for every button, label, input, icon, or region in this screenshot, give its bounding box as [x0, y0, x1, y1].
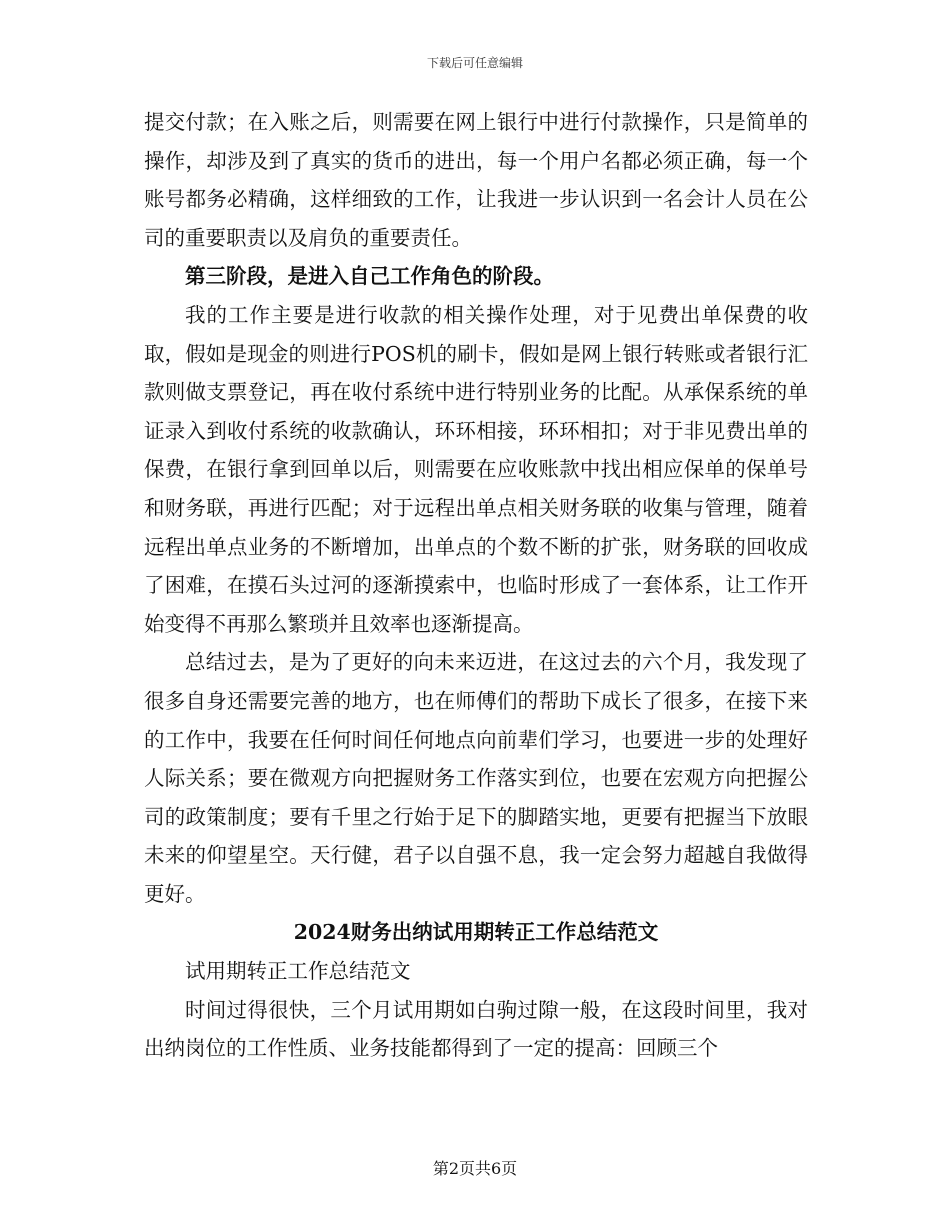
document-body [144, 103, 808, 1068]
paragraph-intro: 时间过得很快，三个月试用期如白驹过隙一般，在这段时间里，我对出纳岗位的工作性质、业务技能都得到了一定的提高：回顾三个 [144, 997, 808, 1061]
paragraph-summary: 总结过去，是为了更好的向未来迈进，在这过去的六个月，我发现了很多自身还需要完善的地方，也在师傅们的帮助下成长了很多，在接下来的工作中，我要在任何时间任何地点向前辈们学习，也要进一步的处理好人际关系；要在微观方向把握财务工作落实到位，也要在宏观方向把握公司的政策制度；要有千里之行始于足下的脚踏实地，更要有把握当下放眼未来的仰望星空。天行健，君子以自强不息，我一定会努力超越自我做得更好。 [144, 650, 808, 906]
paragraph-work-description: 我的工作主要是进行收款的相关操作处理，对于见费出单保费的收取，假如是现金的则进行POS机的刷卡，假如是网上银行转账或者银行汇款则做支票登记，再在收付系统中进行特别业务的比配。从承保系统的单证录入到收付系统的收款确认，环环相接，环环相扣；对于非见费出单的保费，在银行拿到回单以后，则需要在应收账款中找出相应保单的保单号和财务联，再进行匹配；对于远程出单点相关财务联的收集与管理，随着远程出单点业务的不断增加，出单点的个数不断的扩张，财务联的回收成了困难，在摸石头过河的逐渐摸索中，也临时形成了一套体系，让工作开始变得不再那么繁琐并且效率也逐渐提高。 [144, 302, 808, 636]
document-title: 2024财务出纳试用期转正工作总结范文 [293, 920, 659, 945]
document-subtitle: 试用期转正工作总结范文 [185, 959, 411, 984]
paragraph-continuation: 提交付款；在入账之后，则需要在网上银行中进行付款操作，只是简单的操作，却涉及到了真实的货币的进出，每一个用户名都必须正确，每一个账号都务必精确，这样细致的工作，让我进一步认识到一名会计人员在公司的重要职责以及肩负的重要责任。 [144, 110, 808, 250]
section-heading-stage-three: 第三阶段，是进入自己工作角色的阶段。 [185, 264, 554, 289]
page-header: 下载后可任意编辑 [426, 56, 523, 70]
page-number: 第2页共6页 [432, 1159, 518, 1178]
